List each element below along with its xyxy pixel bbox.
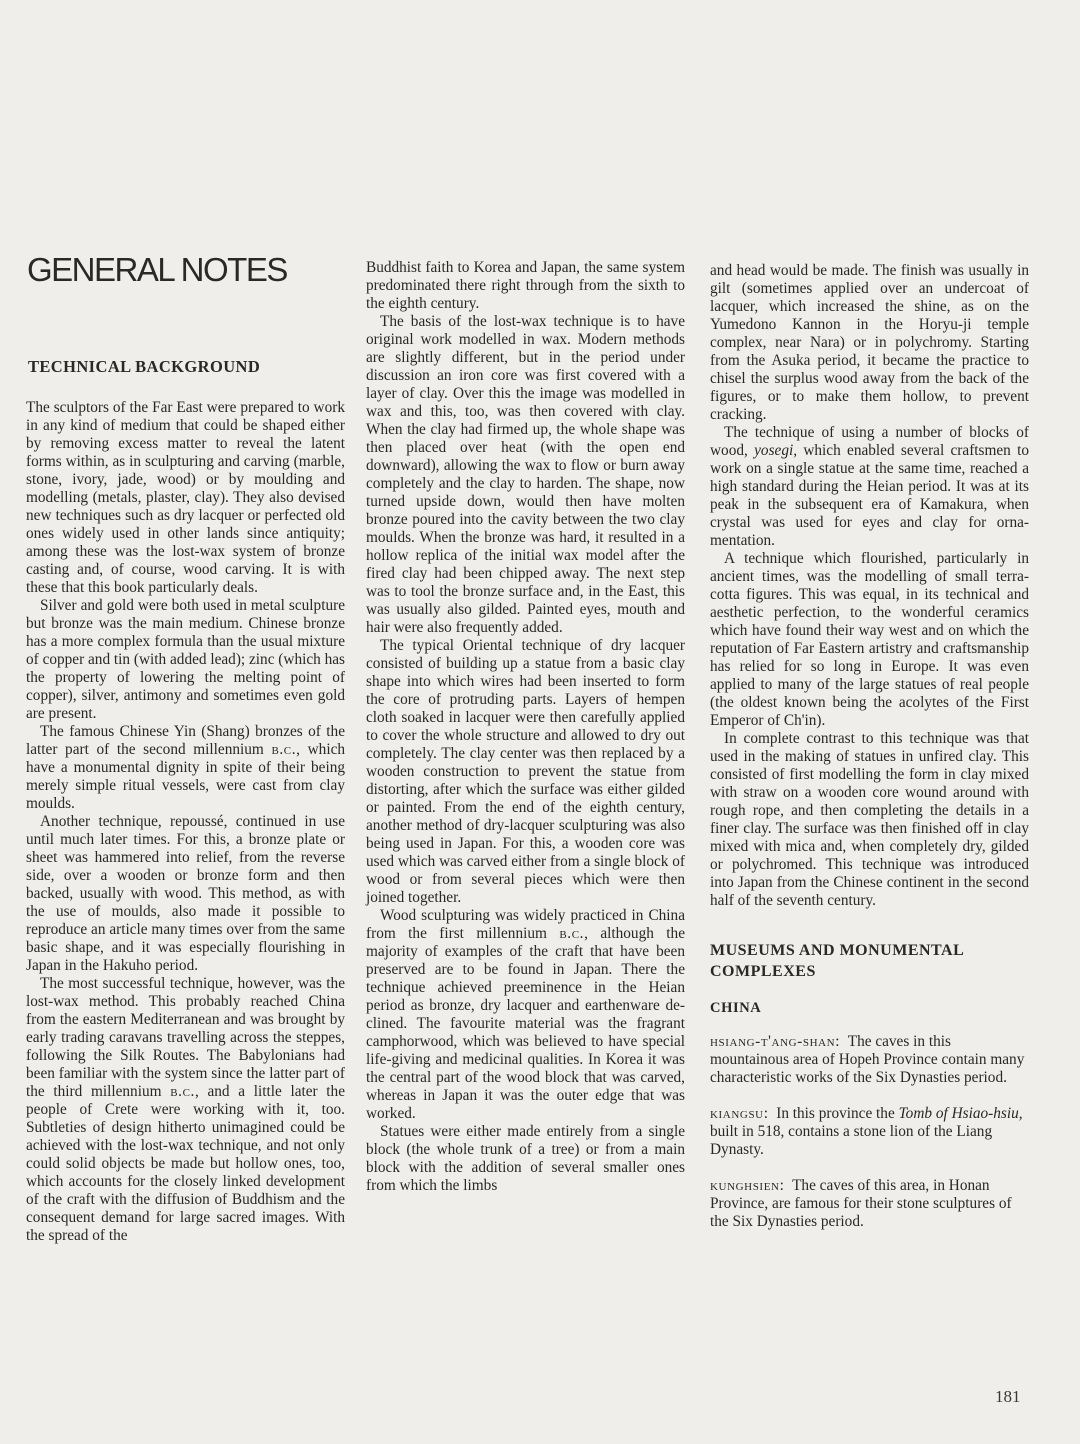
paragraph: The basis of the lost-wax technique is to have original work modelled in wax. Modern methods are slightly different, but in the period under discussion an iron core was first covered with a layer of clay. Over this the image was modelled in wax and this, too, was then covered with clay. When the clay had firmed up, the whole shape was then placed over heat (with the open end downward), allowing the wax to flow or burn away completely and the clay to harden. The shape, now turned upside down, would then have molten bronze poured into the cavity between the two clay moulds. When the bronze was hard, it resulted in a hollow replica of the initial wax model after the fired clay had been chipped away. The next step was to tool the bronze surface and, in the East, this was usually also gilded. Painted eyes, mouth and hair were also frequently added. [366,313,685,636]
section-heading-technical-background: TECHNICAL BACKGROUND [28,357,261,376]
page-title: GENERAL NOTES [27,251,287,288]
text-column-3 [710,262,1029,1231]
paragraph: The technique of using a number of blocks of wood, yosegi, which enabled several craftsmen to work on a single statue at the same time, reached a high standard during the Heian period. It was at its peak in the subsequent era of Kamakura, when crystal was used for eyes and clay for ornamentation. [710,424,1030,549]
paragraph: Statues were either made entirely from a single block (the whole trunk of a tree) or from a main block with the addition of several smaller ones from which the limbs [366,1123,685,1194]
paragraph: Buddhist faith to Korea and Japan, the same system predominated there right through from the sixth to the eighth century. [366,259,685,312]
era-abbreviation: b.c. [559,925,585,942]
site-entry-kunghsien: kunghsien: The caves of this area, in Honan Province, are famous for their stone sculptures of the Six Dynasties period. [710,1177,1012,1230]
paragraph: The famous Chinese Yin (Shang) bronzes of the latter part of the second millennium b.c., which have a monumental dignity in spite of their being merely simple ritual vessels, were cast from clay moulds. [26,723,346,812]
term-yosegi: yosegi, [754,442,798,459]
paragraph: In complete contrast to this technique was that used in the making of statues in unfired clay. This consisted of first modelling the form in clay mixed with straw on a wooden core wound around with rough rope, and then completing the details in a finer clay. The surface was then finished off in clay mixed with mica and, when completely dry, gilded or polychromed. This technique was introduced into Japan from the Chinese continent in the second half of the seventh century. [710,730,1029,909]
paragraph: The typical Oriental technique of dry lacquer consisted of building up a statue from a basic clay shape into which wires had been inserted to form the core of protruding parts. Layers of hempen cloth soaked in lacquer were then carefully applied to cover the whole structure and allowed to dry out completely. The clay center was then replaced by a wooden construction to prevent the statue from distorting, after which the surface was either gilded or painted. From the end of the eighth century, another method of dry-lacquer sculpturing was also being used in Japan. For this, a wooden core was used which was carved either from a single block of wood or from several pieces which were then joined together. [366,637,686,906]
page-number: 181 [995,1387,1021,1406]
paragraph: and head would be made. The finish was usually in gilt (sometimes applied over an undercoat of lacquer, which increased the shine, as on the Yumedono Kannon in the Horyu-ji temple complex, near Nara) or in polychromy. Starting from the Asuka period, it became the practice to chisel the surplus wood away from the back of the figures, or to make them hollow, to prevent cracking. [710,262,1029,423]
paragraph: The most successful technique, however, was the lost-wax method. This probably reached China from the eastern Mediterranean and was brought by early trading caravans travelling across the steppes, following the Silk Routes. The Babylonians had been familiar with the system since the latter part of the third millennium b.c., and a little later the people of Crete were working with it, too. Subtleties of design hitherto unimagined could be achieved with the lost-wax technique, and not only could solid objects be made but hollow ones, too, which accounts for the closely linked development of the craft with the diffusion of Buddhism and the consequent demand for large sacred images. With the spread of the [26,975,345,1244]
paragraph: Wood sculpturing was widely practiced in China from the first millennium b.c., although the majority of examples of the craft that have been preserved are to be found in Japan. There the technique achieved preeminence in the Heian period as bronze, dry lacquer and earthenware declined. The favourite material was the fragrant camphorwood, which was believed to have special life-giving and medicinal qualities. In Korea it was the central part of the wood block that was carved, whereas in Japan it was the outer edge that was worked. [366,907,685,1122]
era-abbreviation: b.c. [271,741,297,758]
text-column-1 [26,399,345,1245]
paragraph: A technique which flourished, particularly in ancient times, was the modelling of small terra-cotta figures. This was equal, in its technical and aesthetic perfection, to the wonderful ceramics which have found their way west and on which the reputation of Far Eastern artistry and craftsmanship has relied for so long in Europe. It was even applied to many of the large statues of real people (the oldest known being the acolytes of the First Emperor of Ch'in). [710,550,1029,729]
section-heading-museums: MUSEUMS AND MONUMENTAL COMPLEXES [710,942,965,980]
site-entry-hsiang-tang-shan: hsiang-t'ang-shan: The caves in this mountainous area of Hopeh Province contain many characteristic works of the Six Dynasties period. [710,1033,1025,1086]
era-abbreviation: b.c. [170,1083,195,1100]
paragraph: Another technique, repoussé, continued in use until much later times. For this, a bronze plate or sheet was hammered into relief, from the reverse side, over a wooden or bronze form and then backed, usually with wood. This method, as with the use of moulds, also made it possible to reproduce an article many times over from the same basic shape, and it was especially flourishing in Japan in the Hakuho period. [26,813,345,974]
site-entry-kiangsu: kiangsu: In this province the Tomb of Hsiao-hsiu, built in 518, contains a stone lion of the Liang Dynasty. [710,1105,1023,1158]
paragraph: The sculptors of the Far East were prepared to work in any kind of medium that could be shaped either by removing excess matter to reveal the latent forms within, as in sculpturing and carving (marble, stone, ivory, jade, wood) or by moulding and modelling (metals, plaster, clay). They also devised new techniques such as dry lacquer or perfected old ones widely used in other lands since antiquity; among these was the lost-wax system of bronze casting and, of course, wood carving. It is with these that this book particularly deals. [26,399,345,596]
text-column-2 [366,259,685,1195]
region-heading-china: CHINA [710,1000,762,1016]
paragraph: Silver and gold were both used in metal sculpture but bronze was the main medium. Chinese bronze has a more complex formula than the usual mixture of copper and tin (with added lead); zinc (which has the property of lowering the melting point of copper), silver, antimony and sometimes even gold are present. [26,597,345,722]
